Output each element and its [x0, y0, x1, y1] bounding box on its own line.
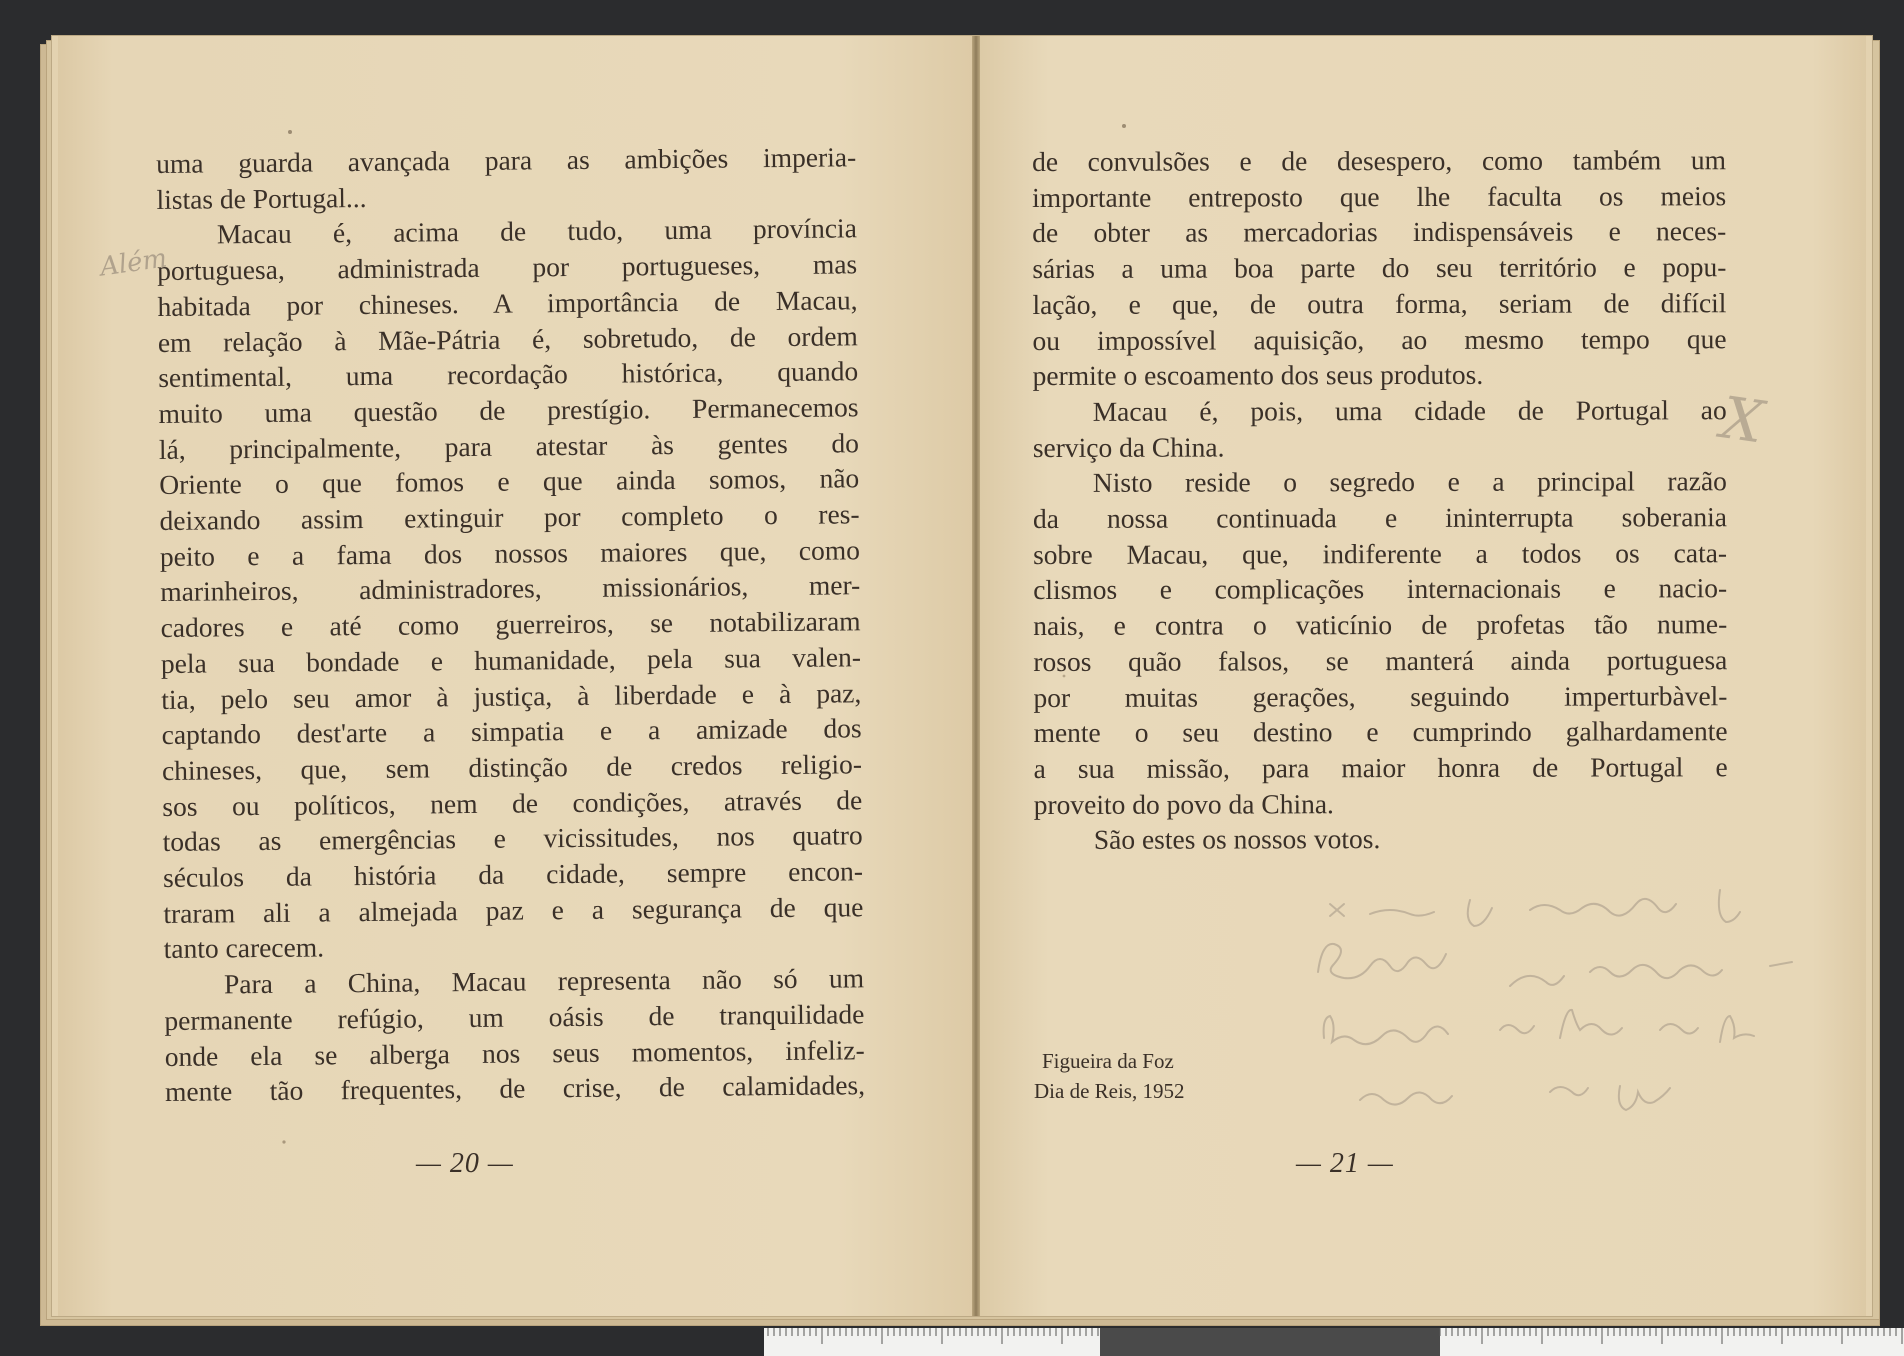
- text-line: nais, e contra o vaticínio de profetas tão nume-: [1033, 608, 1728, 642]
- text-line: todas as emergências e vicissitudes, nos quatro: [162, 819, 863, 858]
- text-line: pela sua bondade e humanidade, pela sua valen-: [160, 641, 862, 679]
- paragraph: [1034, 821, 1728, 859]
- text-line: séculos da história da cidade, sempre encon-: [162, 855, 864, 894]
- ruler-ticks: [764, 1328, 1904, 1356]
- text-line: Macau é, acima de tudo, uma província: [216, 212, 857, 250]
- text-line: uma guarda avançada para as ambições imperia-: [156, 141, 857, 179]
- text-line: tanto carecem.: [163, 931, 325, 965]
- text-line: clismos e complicações internacionais e nacio-: [1033, 572, 1728, 606]
- text-line: sárias a uma boa parte do seu território e popu-: [1032, 251, 1727, 285]
- paragraph: [157, 211, 864, 967]
- text-line: São estes os nossos votos.: [1093, 823, 1381, 856]
- paragraph: [164, 960, 865, 1110]
- text-line: da nossa continuada e ininterrupta soberania: [1032, 501, 1728, 535]
- text-line: peito e a fama dos nossos maiores que, como: [159, 533, 861, 572]
- text-line: lá, principalmente, para atestar às gentes do: [158, 426, 860, 465]
- book-gutter: [972, 36, 980, 1316]
- date-line: Dia de Reis, 1952: [1034, 1079, 1185, 1103]
- text-line: chineses, que, sem distinção de credos religio-: [161, 748, 863, 786]
- text-line: captando dest'arte a simpatia e a amizade dos: [161, 712, 862, 751]
- pencil-cross-mark: X: [1717, 383, 1768, 457]
- place-line: Figueira da Foz: [1042, 1049, 1174, 1073]
- text-line: marinheiros, administradores, missionários, mer-: [160, 569, 861, 608]
- text-line: proveito do povo da China.: [1033, 787, 1334, 820]
- pencil-margin-note: Além: [98, 243, 169, 283]
- text-line: mente tão frequentes, de crise, de calamidades,: [164, 1069, 866, 1108]
- text-line: a sua missão, para maior honra de Portugal e: [1033, 751, 1728, 784]
- text-line: cadores e até como guerreiros, se notabilizaram: [160, 605, 861, 644]
- paragraph: [1032, 142, 1727, 394]
- text-line: onde ela se alberga nos seus momentos, infeliz-: [164, 1033, 865, 1072]
- text-line: por muitas gerações, seguindo imperturbàvel-: [1033, 679, 1728, 713]
- text-line: importante entreposto que lhe faculta os meios: [1032, 179, 1727, 213]
- scanner-ruler: [764, 1328, 1904, 1356]
- text-line: habitada por chineses. A importância de Macau,: [157, 284, 858, 322]
- text-line: Para a China, Macau representa não só um: [223, 962, 865, 1000]
- right-page-body: [1032, 142, 1728, 858]
- text-line: tia, pelo seu amor à justiça, à liberdade e à paz,: [161, 676, 862, 715]
- pencil-scribble: [1300, 880, 1820, 1130]
- text-line: lação, e que, de outra forma, seriam de difícil: [1032, 286, 1727, 320]
- text-line: permite o escoamento dos seus produtos.: [1032, 359, 1484, 392]
- paragraph: [1033, 392, 1727, 465]
- text-line: serviço da China.: [1032, 431, 1225, 463]
- text-line: muito uma questão de prestígio. Permanecemos: [158, 391, 859, 429]
- paragraph: [156, 139, 857, 217]
- text-line: mente o seu destino e cumprindo galhardamente: [1033, 715, 1728, 749]
- page-number-left: — 20 —: [416, 1148, 514, 1179]
- text-line: de obter as mercadorias indispensáveis e neces-: [1032, 215, 1727, 249]
- page-number-right: — 21 —: [1296, 1148, 1394, 1179]
- text-line: sobre Macau, que, indiferente a todos os cata-: [1033, 536, 1728, 570]
- text-line: portuguesa, administrada por portugueses, mas: [157, 248, 858, 287]
- text-line: Macau é, pois, uma cidade de Portugal ao: [1092, 394, 1727, 427]
- text-line: traram ali a almejada paz e a segurança de que: [163, 891, 864, 929]
- place-and-date: [1034, 1046, 1184, 1106]
- text-line: de convulsões e de desespero, como também um: [1032, 144, 1727, 177]
- paragraph: [1033, 464, 1728, 823]
- text-line: listas de Portugal...: [156, 181, 367, 215]
- text-line: sentimental, uma recordação histórica, quando: [158, 355, 859, 394]
- text-line: ou impossível aquisição, ao mesmo tempo que: [1032, 322, 1727, 356]
- text-line: Oriente o que fomos e que ainda somos, não: [159, 462, 860, 501]
- text-line: sos ou políticos, nem de condições, através de: [162, 783, 863, 822]
- text-line: rosos quão falsos, se manterá ainda portuguesa: [1033, 644, 1728, 677]
- text-line: deixando assim extinguir por completo o res-: [159, 498, 860, 537]
- text-line: Nisto reside o segredo e a principal razão: [1092, 465, 1727, 499]
- text-line: permanente refúgio, um oásis de tranquilidade: [164, 998, 865, 1036]
- left-page-body: [156, 139, 865, 1110]
- text-line: em relação à Mãe-Pátria é, sobretudo, de ordem: [157, 319, 858, 358]
